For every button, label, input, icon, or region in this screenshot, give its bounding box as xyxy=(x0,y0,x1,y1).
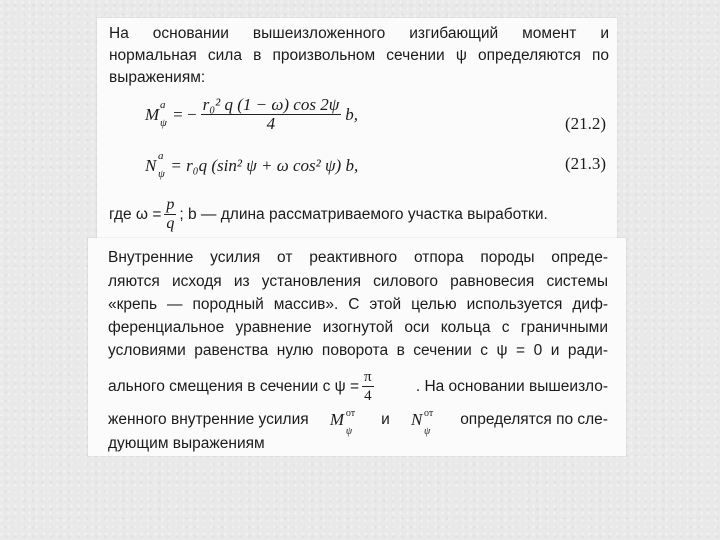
n-reactive-symbol xyxy=(410,408,439,437)
text-fragment: и xyxy=(381,411,390,428)
eq-superscript: a xyxy=(158,150,164,162)
symbol-subscript: ψ xyxy=(423,426,431,437)
symbol-letter: M xyxy=(329,410,345,429)
text-line: На основании вышеизложенного изгибающий момент и xyxy=(109,25,609,42)
eq-subscript: ψ xyxy=(158,168,165,180)
scan-page-top xyxy=(97,18,617,240)
eq-numerator: r₀² q (1 − ω) cos 2ψ xyxy=(202,95,340,114)
text-line: выражениям: xyxy=(109,69,206,86)
equation-21-2 xyxy=(145,96,358,133)
text-line: нормальная сила в произвольном сечении ψ определяются по xyxy=(109,47,609,64)
where-denominator: q xyxy=(166,215,175,232)
symbol-subscript: ψ xyxy=(345,426,353,437)
m-reactive-symbol xyxy=(329,408,360,437)
where-clause xyxy=(109,196,548,233)
pi-numerator: π xyxy=(364,369,372,385)
text-line: дующим выражениям xyxy=(108,435,265,452)
text-line: «крепь — породный массив». С этой целью используется диф- xyxy=(108,296,608,313)
text-fragment: ального смещения в сечении с ψ = xyxy=(108,377,360,395)
pi-denominator: 4 xyxy=(364,388,372,404)
pi-fraction xyxy=(362,368,374,405)
text-fragment: женного внутренние усилия xyxy=(108,411,309,428)
text-line-with-symbols xyxy=(108,408,608,437)
eq-rhs: = r₀q (sin² ψ + ω cos² ψ) b, xyxy=(170,156,359,175)
symbol-letter: N xyxy=(410,410,423,429)
text-line: Внутренние усилия от реактивного отпора породы опреде- xyxy=(108,249,608,266)
equation-21-3 xyxy=(145,150,359,180)
where-suffix: ; b — длина рассматриваемого участка выработки. xyxy=(179,205,548,223)
text-fragment: определятся по сле- xyxy=(460,411,608,428)
text-line: ляются исходя из установления силового равновесия системы xyxy=(108,273,608,290)
eq-symbol: N xyxy=(145,156,157,175)
eq-fraction xyxy=(201,96,342,133)
eq-superscript: a xyxy=(160,98,166,111)
eq-operator: = − xyxy=(173,104,197,124)
equation-number: (21.3) xyxy=(565,154,607,173)
eq-symbol: M xyxy=(145,104,160,124)
symbol-superscript: от xyxy=(423,408,434,419)
eq-subscript: ψ xyxy=(160,116,167,129)
scan-page-bottom xyxy=(88,238,626,456)
where-numerator: p xyxy=(166,196,175,213)
where-fraction xyxy=(164,196,176,233)
eq-tail: b, xyxy=(345,104,358,124)
symbol-superscript: от xyxy=(345,408,356,419)
where-prefix: где ω = xyxy=(109,205,162,223)
text-line: ференциальное уравнение изогнутой оси кольца с граничными xyxy=(108,319,608,336)
text-line: условиями равенства нулю поворота в сечении с ψ = 0 и ради- xyxy=(108,342,608,359)
text-line-with-fraction xyxy=(108,368,608,405)
equation-number: (21.2) xyxy=(565,114,607,133)
eq-denominator: 4 xyxy=(266,114,276,133)
text-fragment: . На основании вышеизло- xyxy=(415,377,608,395)
